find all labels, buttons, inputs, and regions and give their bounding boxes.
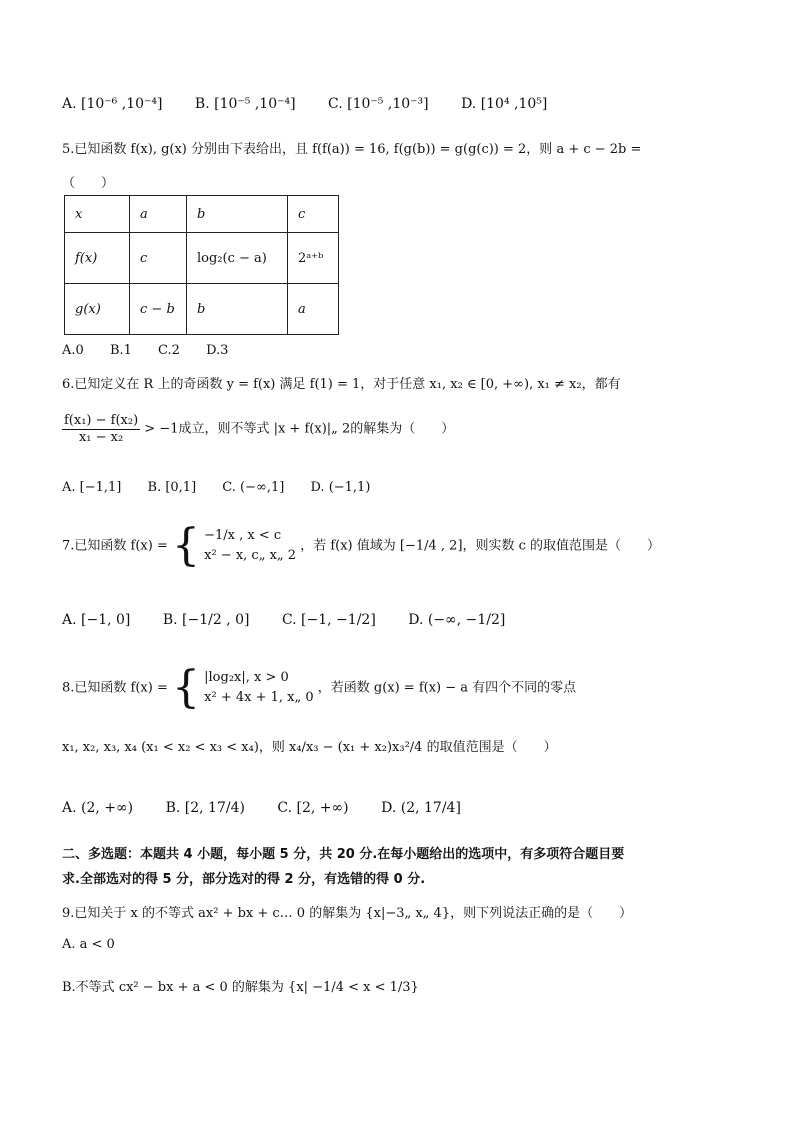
q8-option-b: B. [2, 17/4) <box>165 800 245 816</box>
q8-piece-2: x² + 4x + 1, x„ 0 <box>204 690 314 706</box>
q6-fraction <box>62 413 140 445</box>
q5-cell: g(x) <box>65 284 130 335</box>
q4-option-d: D. [10⁴ ,10⁵] <box>461 96 548 112</box>
q6-options <box>62 480 370 496</box>
q6-option-b: B. [0,1] <box>147 480 197 495</box>
q5-cell: b <box>187 196 288 233</box>
q9-option-b: B.不等式 cx² − bx + a < 0 的解集为 {x| −1/4 < x < 1/3} <box>62 980 419 995</box>
q6-option-a: A. [−1,1] <box>62 480 122 495</box>
q7-option-d: D. (−∞, −1/2] <box>408 612 506 628</box>
q8-option-d: D. (2, 17/4] <box>381 800 461 816</box>
q4-option-b: B. [10⁻⁵ ,10⁻⁴] <box>194 96 296 112</box>
q5-cell: a <box>130 196 187 233</box>
q4-option-a: A. [10⁻⁶ ,10⁻⁴] <box>62 96 163 112</box>
q5-cell: a <box>288 284 339 335</box>
q8-options <box>62 800 461 817</box>
q6-option-c: C. (−∞,1] <box>222 480 285 495</box>
q4-option-c: C. [10⁻⁵ ,10⁻³] <box>328 96 429 112</box>
q8-pieces <box>204 668 313 710</box>
q5-options <box>62 343 228 359</box>
q5-option-a: A.0 <box>62 343 84 358</box>
q7-tail: ，若 f(x) 值域为 [−1/4 , 2]，则实数 c 的取值范围是（ ） <box>300 538 661 554</box>
q6-tail: > −1成立，则不等式 |x + f(x)|„ 2的解集为（ ） <box>140 421 455 437</box>
q9-stem: 9.已知关于 x 的不等式 ax² + bx + c… 0 的解集为 {x|−3„ x„ 4}，则下列说法正确的是（ ） <box>62 906 633 921</box>
q7-option-c: C. [−1, −1/2] <box>281 612 376 628</box>
q7-option-a: A. [−1, 0] <box>62 612 131 628</box>
q7-stem <box>62 520 660 573</box>
section2-heading-line1: 二、多选题：本题共 4 小题，每小题 5 分，共 20 分.在每小题给出的选项中，有多项符合题目要 <box>62 847 625 862</box>
q5-cell: c <box>130 233 187 284</box>
q6-condition <box>62 413 454 445</box>
q8-stem <box>62 662 576 715</box>
q4-options <box>62 96 575 113</box>
q5-cell: x <box>65 196 130 233</box>
q5-cell: log₂(c − a) <box>187 233 288 284</box>
q7-piece-1: −1/x , x < c <box>204 527 282 543</box>
q5-option-b: B.1 <box>109 343 132 358</box>
q7-piece-2: x² − x, c„ x„ 2 <box>204 548 297 564</box>
q7-lead: 7.已知函数 f(x) = <box>62 538 168 554</box>
q7-options <box>62 612 505 629</box>
q6-numerator: f(x₁) − f(x₂) <box>64 413 139 428</box>
section2-heading-line2: 求.全部选对的得 5 分，部分选对的得 2 分，有选错的得 0 分. <box>62 872 426 887</box>
q8-lead: 8.已知函数 f(x) = <box>62 680 168 696</box>
q8-brace: { <box>172 662 200 713</box>
q5-table <box>64 195 339 335</box>
q6-option-d: D. (−1,1) <box>310 480 371 495</box>
q8-option-a: A. (2, +∞) <box>62 800 134 816</box>
q5-paren: （ ） <box>62 176 115 191</box>
q7-pieces <box>204 526 296 568</box>
q5-cell: b <box>187 284 288 335</box>
q7-brace: { <box>172 520 200 571</box>
q5-cell: 2ᵃ⁺ᵇ <box>288 233 339 284</box>
q5-option-d: D.3 <box>206 343 229 358</box>
q9-option-a: A. a < 0 <box>62 937 115 952</box>
q5-option-c: C.2 <box>158 343 180 358</box>
q8-tail: ，若函数 g(x) = f(x) − a 有四个不同的零点 <box>317 680 577 696</box>
q8-option-c: C. [2, +∞) <box>277 800 349 816</box>
q7-option-b: B. [−1/2 , 0] <box>162 612 250 628</box>
q5-cell: c − b <box>130 284 187 335</box>
q6-denominator: x₁ − x₂ <box>78 429 124 445</box>
q6-stem: 6.已知定义在 R 上的奇函数 y = f(x) 满足 f(1) = 1，对于任意 x₁, x₂ ∈ [0, +∞), x₁ ≠ x₂，都有 <box>62 377 621 392</box>
q5-stem: 5.已知函数 f(x), g(x) 分别由下表给出，且 f(f(a)) = 16, f(g(b)) = g(g(c)) = 2，则 a + c − 2b = <box>62 142 642 157</box>
q5-cell: f(x) <box>65 233 130 284</box>
q8-piece-1: |log₂x|, x > 0 <box>204 669 289 685</box>
q8-line2: x₁, x₂, x₃, x₄ (x₁ < x₂ < x₃ < x₄)，则 x₄/x₃ − (x₁ + x₂)x₃²/4 的取值范围是（ ） <box>62 740 557 755</box>
q5-cell: c <box>288 196 339 233</box>
